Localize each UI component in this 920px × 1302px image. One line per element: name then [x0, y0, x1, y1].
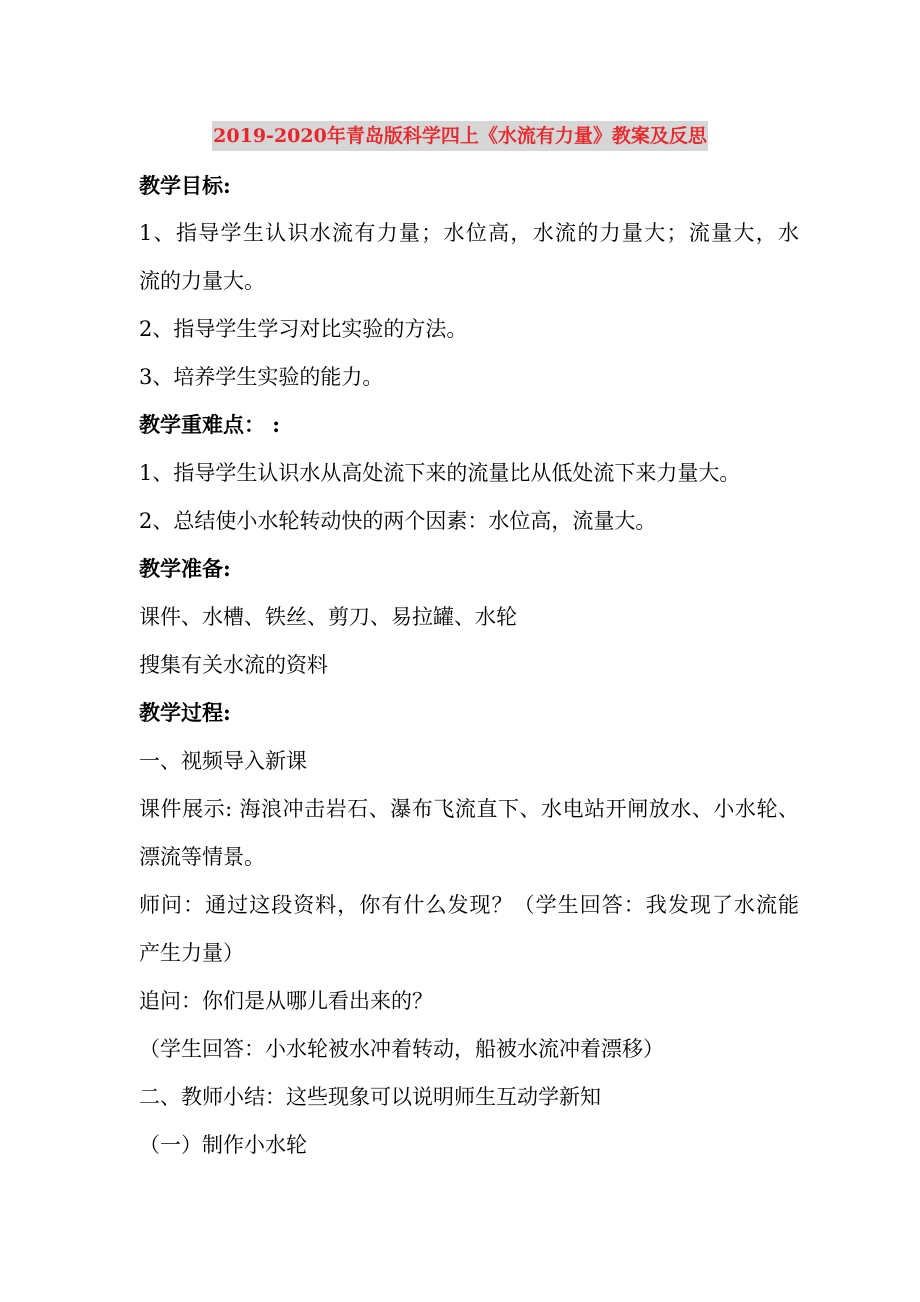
- objective-1-line-1: 1、指导学生认识水流有力量；水位高，水流的力量大；流量大，水: [139, 221, 799, 245]
- student-answer: （学生回答：小水轮被水冲着转动，船被水流冲着漂移）: [139, 1037, 664, 1061]
- heading-key-difficulties: 教学重难点： :: [139, 412, 281, 437]
- courseware-display-line-2: 漂流等情景。: [139, 845, 265, 869]
- heading-teaching-process: 教学过程:: [139, 700, 231, 725]
- objective-3: 3、培养学生实验的能力。: [139, 365, 384, 389]
- title-container: [0, 121, 920, 151]
- objective-2: 2、指导学生学习对比实验的方法。: [139, 317, 468, 341]
- process-section-1: 一、视频导入新课: [139, 749, 307, 773]
- courseware-display-line-1: 课件展示: 海浪冲击岩石、瀑布飞流直下、水电站开闸放水、小水轮、: [139, 797, 799, 821]
- heading-teaching-objectives: 教学目标:: [139, 173, 231, 198]
- difficulty-2: 2、总结使小水轮转动快的两个因素：水位高，流量大。: [139, 509, 657, 533]
- process-section-2: 二、教师小结：这些现象可以说明师生互动学新知: [139, 1085, 601, 1109]
- teacher-question-line-2: 产生力量）: [139, 941, 244, 965]
- difficulty-1: 1、指导学生认识水从高处流下来的流量比从低处流下来力量大。: [139, 461, 741, 485]
- subsection-make-water-wheel: （一）制作小水轮: [139, 1133, 307, 1157]
- heading-teaching-preparation: 教学准备:: [139, 556, 231, 581]
- preparation-resources: 搜集有关水流的资料: [139, 653, 328, 677]
- follow-up-question: 追问：你们是从哪儿看出来的？: [139, 989, 433, 1013]
- objective-1-line-2: 流的力量大。: [139, 269, 265, 293]
- teacher-question-line-1: 师问：通过这段资料，你有什么发现？（学生回答：我发现了水流能: [139, 893, 799, 917]
- preparation-materials: 课件、水槽、铁丝、剪刀、易拉罐、水轮: [139, 605, 517, 629]
- document-title: 2019-2020年青岛版科学四上《水流有力量》教案及反思: [212, 121, 708, 151]
